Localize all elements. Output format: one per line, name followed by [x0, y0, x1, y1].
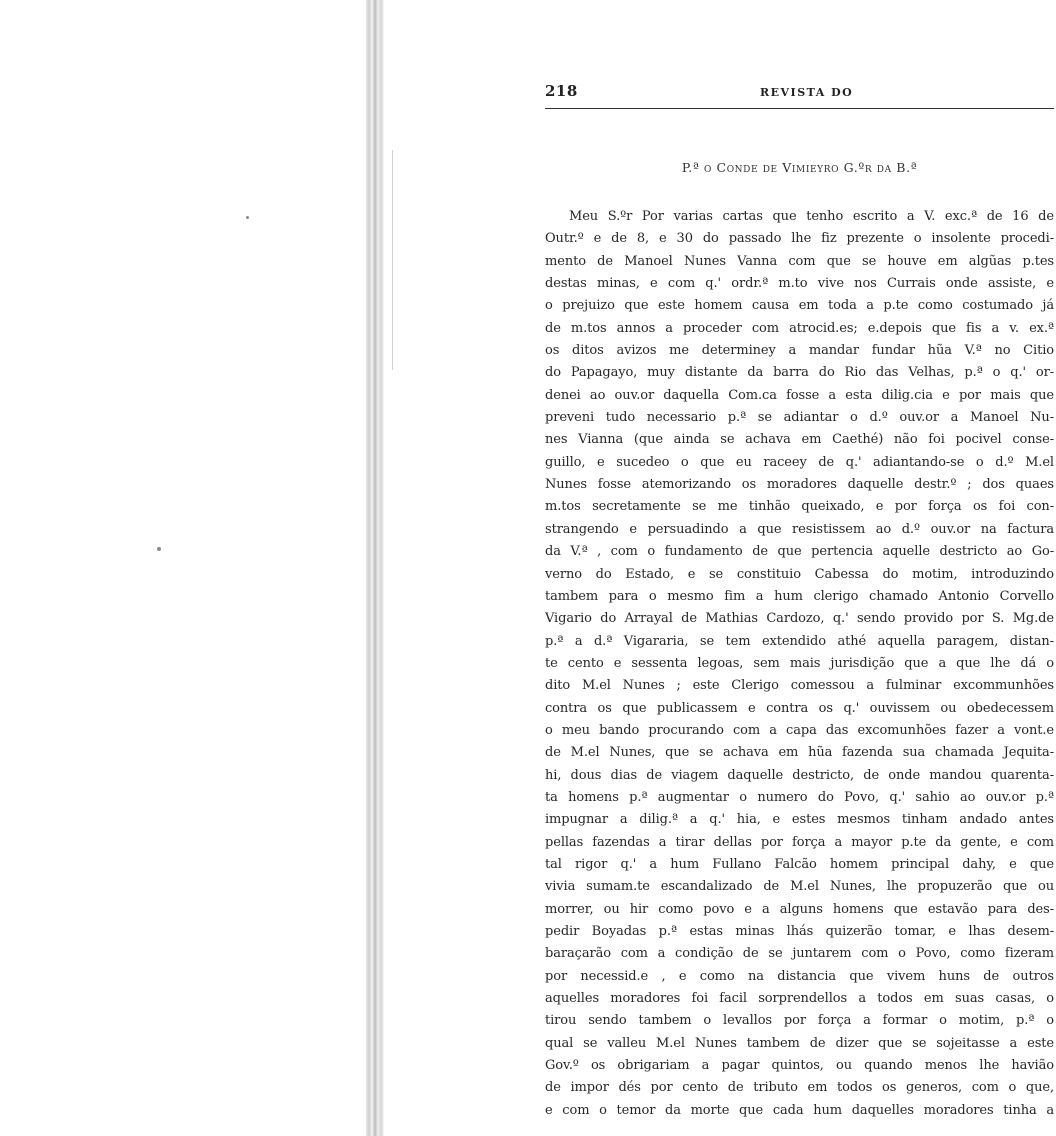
body-line: mento de Manoel Nunes Vanna com que se houve em algũas p.tes: [545, 253, 1054, 269]
body-line: qual se valleu M.el Nunes tambem de dizer que se sojeitasse a este: [545, 1035, 1054, 1051]
body-line: preveni tudo necessario p.ª se adiantar o d.º ouv.or a Manoel Nu-: [545, 410, 1054, 426]
body-line: do Papagayo, muy distante da barra do Rio das Velhas, p.ª o q.' or-: [545, 365, 1054, 381]
body-line: p.ª a d.ª Vigararia, se tem extendido athé aquella paragem, distan-: [545, 633, 1054, 649]
body-line: Gov.º os obrigariam a pagar quintos, ou quando menos lhe havião: [545, 1058, 1054, 1074]
body-line: dito M.el Nunes ; este Clerigo comessou a fulminar excommunhões: [545, 678, 1054, 694]
body-line: verno do Estado, e se constituio Cabessa do motim, introduzindo: [545, 566, 1054, 582]
body-line: de M.el Nunes, que se achava em hũa fazenda sua chamada Jequita-: [545, 745, 1054, 761]
page-speck: [157, 547, 161, 551]
page-speck: [246, 216, 249, 219]
body-line: o meu bando procurando com a capa das excomunhões fazer a vont.e: [545, 722, 1054, 738]
body-line: Outr.º e de 8, e 30 do passado lhe fiz prezente o insolente procedi-: [545, 231, 1054, 247]
body-line: aquelles moradores foi facil sorprendellos a todos em suas casas, o: [545, 991, 1054, 1007]
body-line: Meu S.ºr Por varias cartas que tenho escrito a V. exc.ª de 16 de: [569, 209, 1054, 224]
body-line: m.tos secretamente se me tinhão queixado, e por força os foi con-: [545, 499, 1054, 515]
book-binding-gutter: [366, 0, 384, 1136]
body-line: ta homens p.ª augmentar o numero do Povo, q.' sahio ao ouv.or p.ª: [545, 789, 1054, 805]
body-line: contra os que publicassem e contra os q.' ouvissem ou obedecessem: [545, 700, 1054, 716]
document-page: [545, 82, 1055, 1118]
letter-body: [545, 206, 1054, 1122]
letter-heading: P.ª o Conde de Vimieyro G.ºr da B.ª: [681, 160, 918, 175]
body-line: vivia sumam.te escandalizado de M.el Nunes, lhe propuzerão que ou: [545, 879, 1054, 895]
body-line: baraçarão com a condição de se juntarem com o Povo, como fizeram: [545, 946, 1054, 962]
body-line: nes Vianna (que ainda se achava em Caethé) não foi pocivel conse-: [545, 432, 1054, 448]
body-line: de impor dés por cento de tributo em todos os generos, com o que,: [545, 1080, 1054, 1096]
running-head: [545, 82, 1055, 104]
body-line: destas minas, e com q.' ordr.ª m.to vive nos Currais onde assiste, e: [545, 276, 1054, 292]
body-line: de m.tos annos a proceder com atrocid.es; e.depois que fis a v. ex.ª: [545, 320, 1054, 336]
body-line: tirou sendo tambem o levallos por força a formar o motim, p.ª o: [545, 1013, 1054, 1029]
body-line: tambem para o mesmo fim a hum clerigo chamado Antonio Corvello: [545, 588, 1054, 604]
body-line: pellas fazendas a tirar dellas por força a mayor p.te da gente, e com: [545, 834, 1054, 850]
binding-shadow-line: [392, 150, 393, 370]
body-line: Vigario do Arrayal de Mathias Cardozo, q.' sendo provido por S. Mg.de: [545, 611, 1054, 627]
journal-title: REVISTA DO: [760, 86, 854, 99]
body-line: tal rigor q.' a hum Fullano Falcão homem principal dahy, e que: [545, 856, 1054, 872]
body-line: guillo, e sucedeo o que eu raceey de q.' adiantando-se o d.º M.el: [545, 454, 1054, 470]
body-line: da V.ª , com o fundamento de que pertencia aquelle destricto ao Go-: [545, 544, 1054, 560]
body-line: hi, dous dias de viagem daquelle destricto, de onde mandou quarenta-: [545, 767, 1054, 783]
header-rule: [545, 108, 1054, 109]
body-line: por necessid.e , e como na distancia que vivem huns de outros: [545, 968, 1054, 984]
body-line: pedir Boyadas p.ª estas minas lhás quizerão tomar, e lhas desem-: [545, 924, 1054, 939]
body-line: strangendo e persuadindo a que resistissem ao d.º ouv.or na factura: [545, 521, 1054, 537]
body-line: morrer, ou hir como povo e a alguns homens que estavão para des-: [545, 901, 1054, 917]
body-line: Nunes fosse atemorizando os moradores daquelle destr.º ; dos quaes: [545, 477, 1054, 493]
page-number: 218: [545, 82, 578, 100]
body-line: os ditos avizos me determiney a mandar fundar hũa V.ª no Citio: [545, 343, 1054, 359]
body-line: te cento e sessenta legoas, sem mais jurisdição que a que lhe dá o: [545, 655, 1054, 671]
body-line: denei ao ouv.or daquella Com.ca fosse a esta dilig.cia e por mais que: [545, 387, 1054, 403]
body-line: impugnar a dilig.ª a q.' hia, e estes mesmos tinham andado antes: [545, 812, 1054, 828]
body-line: e com o temor da morte que cada hum daquelles moradores tinha a: [545, 1102, 1054, 1118]
body-line: o prejuizo que este homem causa em toda a p.te como costumado já: [545, 298, 1054, 314]
